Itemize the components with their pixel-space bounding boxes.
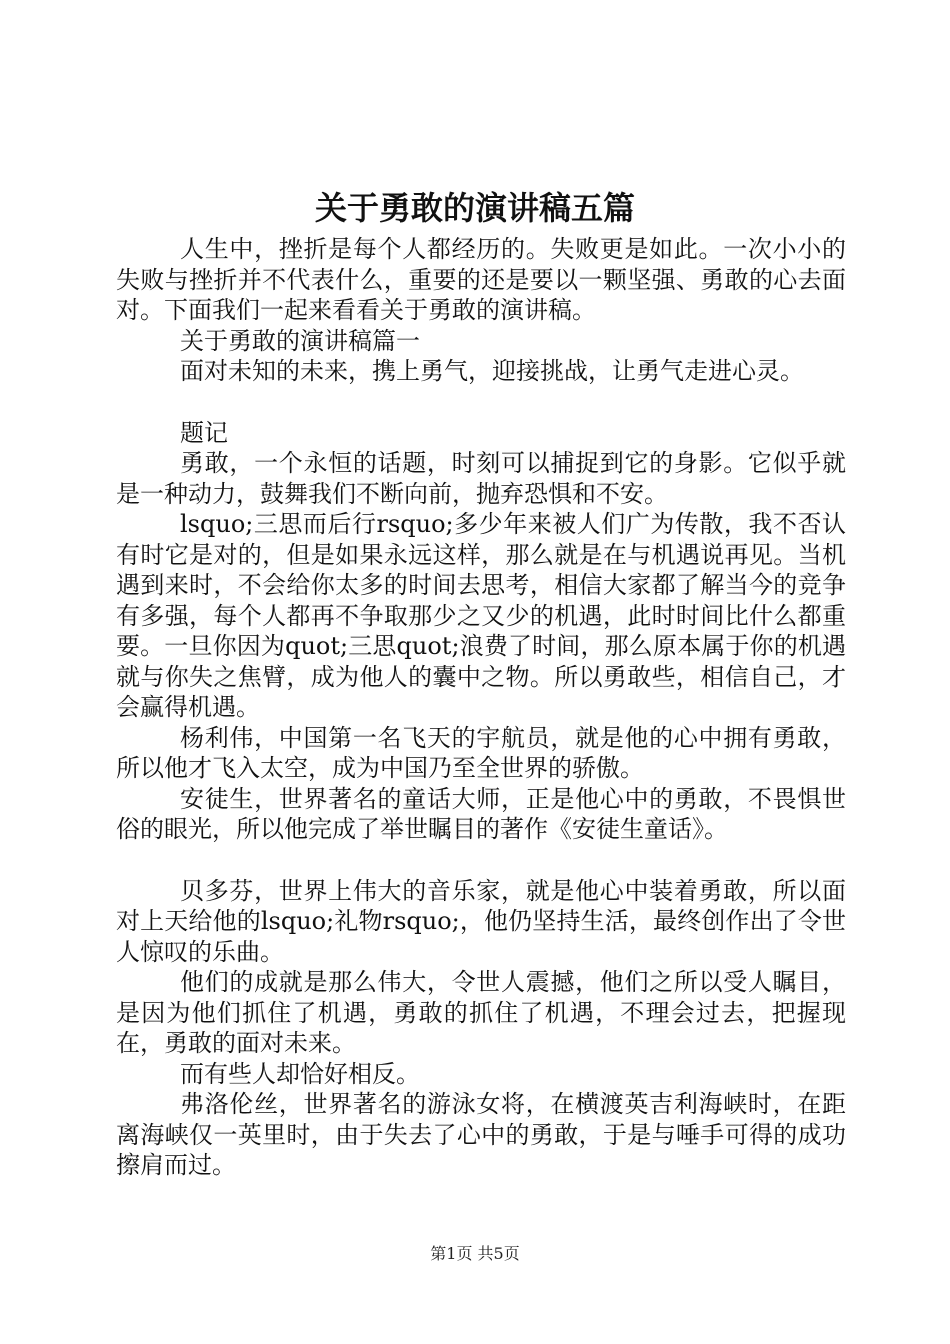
paragraph: lsquo;三思而后行rsquo;多少年来被人们广为传散，我不否认有时它是对的，但是如果永远这样，那么就是在与机遇说再见。当机遇到来时，不会给你太多的时间去思考，相信大家都了解当今的竞争有多强，每个人都再不争取那少之又少的机遇，此时时间比什么都重要。一旦你因为quot;三思quot;浪费了时间，那么原本属于你的机遇就与你失之焦臂，成为他人的囊中之物。所以勇敢些，相信自己，才会赢得机遇。 (116, 510, 846, 721)
paragraph: 杨利伟，中国第一名飞天的宇航员，就是他的心中拥有勇敢，所以他才飞入太空，成为中国乃至全世界的骄傲。 (116, 723, 846, 782)
paragraph-epigraph: 面对未知的未来，携上勇气，迎接挑战，让勇气走进心灵。 (180, 357, 804, 385)
document-title: 关于勇敢的演讲稿五篇 (314, 189, 635, 227)
paragraph: 安徒生，世界著名的童话大师，正是他心中的勇敢，不畏惧世俗的眼光，所以他完成了举世瞩目的著作《安徒生童话》。 (116, 784, 846, 843)
paragraph-epigraph-source: 题记 (180, 418, 228, 447)
paragraph: 弗洛伦丝，世界著名的游泳女将，在横渡英吉利海峡时，在距离海峡仅一英里时，由于失去了心中的勇敢，于是与唾手可得的成功擦肩而过。 (116, 1090, 846, 1179)
document-body (116, 234, 846, 1181)
paragraph: 勇敢，一个永恒的话题，时刻可以捕捉到它的身影。它似乎就是一种动力，鼓舞我们不断向前，抛弃恐惧和不安。 (116, 449, 846, 508)
paragraph: 他们的成就是那么伟大，令世人震撼，他们之所以受人瞩目，是因为他们抓住了机遇，勇敢的抓住了机遇，不理会过去，把握现在，勇敢的面对未来。 (116, 968, 846, 1057)
page-footer: 第1页 共5页 (430, 1244, 520, 1263)
paragraph-intro: 人生中，挫折是每个人都经历的。失败更是如此。一次小小的失败与挫折并不代表什么，重要的还是要以一颗坚强、勇敢的心去面对。下面我们一起来看看关于勇敢的演讲稿。 (116, 235, 846, 324)
paragraph: 而有些人却恰好相反。 (180, 1059, 420, 1088)
paragraph: 贝多芬，世界上伟大的音乐家，就是他心中装着勇敢，所以面对上天给他的lsquo;礼物rsquo;，他仍坚持生活，最终创作出了令世人惊叹的乐曲。 (116, 876, 846, 966)
section-heading: 关于勇敢的演讲稿篇一 (180, 326, 420, 355)
